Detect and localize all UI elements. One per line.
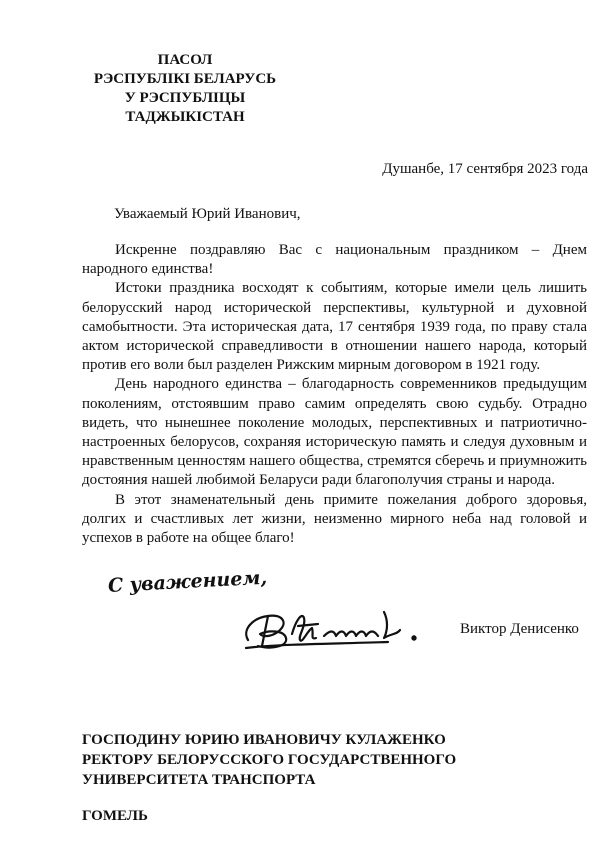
recipient-line: РЕКТОРУ БЕЛОРУССКОГО ГОСУДАРСТВЕННОГО [82, 752, 457, 768]
sender-header-line: ПАСОЛ [157, 52, 213, 68]
salutation: Уважаемый Юрий Иванович, [114, 206, 301, 222]
body-paragraph: День народного единства – благодарность современников предыдущим поколениям, отстоявшим право самим определять свою судьбу. Отрадно видеть, что нынешнее поколение молодых, перспективных и патриотично-настроенных белорусов, сохраняя историческую память и следуя духовным и нравственным ценностям нашего общества, стремятся сберечь и приумножить достояния нашей любимой Беларуси ради благополучия страны и народа. [82, 376, 587, 489]
recipient-line: ГОСПОДИНУ ЮРИЮ ИВАНОВИЧУ КУЛАЖЕНКО [82, 732, 446, 748]
recipient-city: ГОМЕЛЬ [82, 808, 148, 824]
body-paragraph: Истоки праздника восходят к событиям, которые имели цель лишить белорусский народ исторической перспективы, культурной и духовной самобытности. Эта историческая дата, 17 сентября 1939 года, по праву стала актом исторической справедливости в отношении нашего народа, который против его воли был разделен Рижским мирным договором в 1921 году. [82, 280, 587, 374]
sender-header-line: РЭСПУБЛІКІ БЕЛАРУСЬ [93, 71, 277, 87]
letter-body [82, 241, 587, 548]
sender-header [70, 51, 300, 127]
body-paragraph: Искренне поздравляю Вас с национальным праздником – Днем народного единства! [82, 242, 587, 278]
sender-header-line: ТАДЖЫКІСТАН [125, 109, 245, 125]
place-date: Душанбе, 17 сентября 2023 года [382, 161, 588, 177]
recipient-block [82, 730, 456, 790]
body-paragraph: В этот знаменательный день примите пожелания доброго здоровья, долгих и счастливых лет жизни, неизменно мирного неба над головой и успехов в работе на общее благо! [82, 491, 587, 547]
signature-image [238, 600, 448, 656]
recipient-line: УНИВЕРСИТЕТА ТРАНСПОРТА [82, 772, 316, 788]
signer-name: Виктор Денисенко [460, 621, 579, 637]
sender-header-line: У РЭСПУБЛІЦЫ [124, 90, 246, 106]
handwritten-closing: С уважением, [107, 566, 268, 597]
